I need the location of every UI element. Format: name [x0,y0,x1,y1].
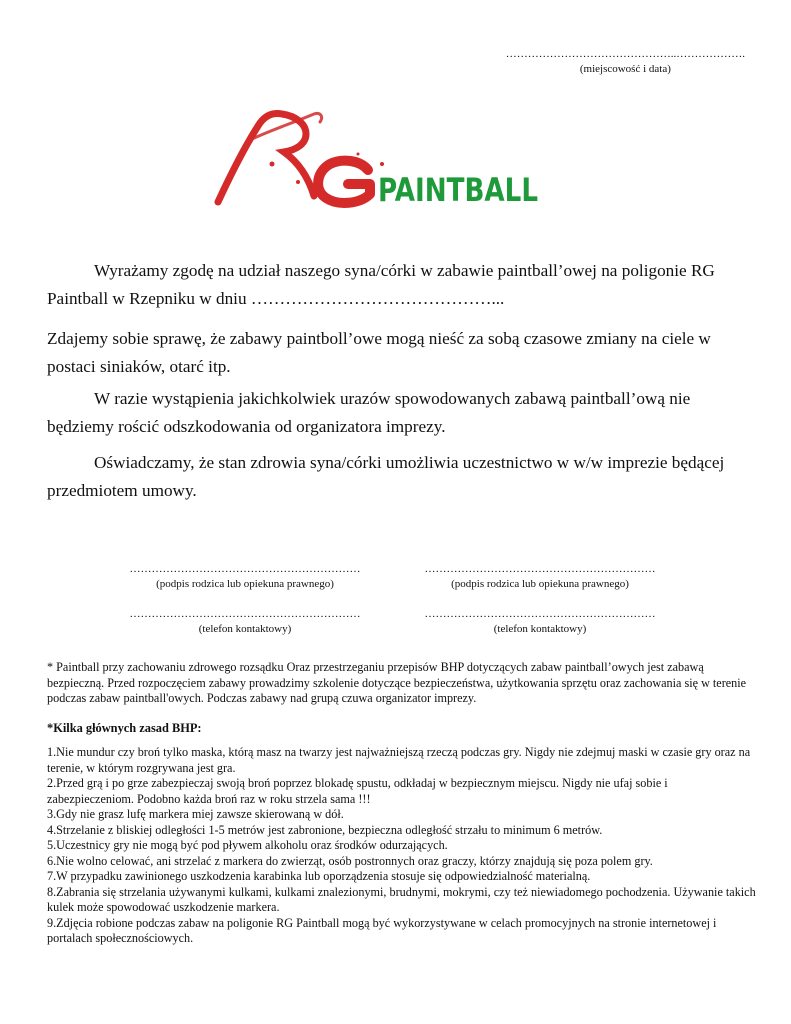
place-date-line: ………………………………………..………………. [505,48,745,60]
rules-heading: *Kilka głównych zasad BHP: [47,721,202,735]
parent-signature-right: ……………………………………………………… (podpis rodzica lub opiekuna prawnego) [400,562,680,592]
rule-item: 1.Nie mundur czy broń tylko maska, którą masz na twarzy jest najważniejszą rzeczą podczas gry. Nigdy nie zdejmuj maski w czasie gry oraz na terenie, w którym rozgrywana jest gra. [47,745,751,775]
rules-list [47,745,757,947]
phone-field-left: ……………………………………………………… (telefon kontaktowy) [105,607,385,637]
phone-label: (telefon kontaktowy) [493,623,587,635]
place-date-field [506,47,745,77]
logo-wordmark: PAINTBALL [378,171,538,209]
rule-item: 7.W przypadku zawinionego uszkodzenia karabinka lub oporządzenia stosuje się odpowiedzialność materialną. [47,869,591,883]
rule-item: 5.Uczestnicy gry nie mogą być pod pływem alkoholu oraz środków odurzających. [47,838,448,852]
place-date-label: (miejscowość i data) [579,63,671,75]
rule-item: 8.Zabrania się strzelania używanymi kulkami, kulkami znalezionymi, brudnymi, mokrymi, czy też niewiadomego pochodzenia. Używanie takich kulek może spowodować uszkodzenie markera. [47,884,756,914]
parent-signature-left: ……………………………………………………… (podpis rodzica lub opiekuna prawnego) [105,562,385,592]
rule-item: 9.Zdjęcia robione podczas zabaw na poligonie RG Paintball mogą być wykorzystywane w celach promocyjnych na stronie internetowej i portalach społecznościowych. [47,915,717,945]
consent-paragraph-1: Wyrażamy zgodę na udział naszego syna/córki w zabawie paintball’owej na poligonie RG Paintball w Rzepniku w dniu ……………………………………... [47,261,715,308]
consent-paragraph-2: Zdajemy sobie sprawę, że zabawy paintboll’owe mogą nieść za sobą czasowe zmiany na ciele w postaci siniaków, otarć itp. [47,329,711,376]
safety-note: * Paintball przy zachowaniu zdrowego rozsądku Oraz przestrzeganiu przepisów BHP dotyczących zabaw paintball’owych jest zabawą bezpieczną. Przed rozpoczęciem zabawy prowadzimy szkolenie dotyczące bezpieczeństwa, użytkowania sprzętu oraz zachowania się w terenie podczas zabaw paintball'owych. Podczas zabawy nad grupą czuwa organizator imprezy. [47,660,747,705]
consent-paragraph-3: W razie wystąpienia jakichkolwiek urazów spowodowanych zabawą paintball’ową nie będziemy rościć odszkodowania od organizatora imprezy. [47,389,691,436]
phone-label: (telefon kontaktowy) [198,623,292,635]
parent-signature-label: (podpis rodzica lub opiekuna prawnego) [156,578,334,590]
parent-signature-label: (podpis rodzica lub opiekuna prawnego) [451,578,629,590]
rg-paintball-logo [210,104,540,214]
rule-item: 3.Gdy nie grasz lufę markera miej zawsze skierowaną w dół. [47,807,344,821]
rule-item: 4.Strzelanie z bliskiej odległości 1-5 metrów jest zabronione, bezpieczna odległość strzału to minimum 6 metrów. [47,822,603,837]
rule-item: 6.Nie wolno celować, ani strzelać z markera do zwierząt, osób postronnych oraz graczy, którzy znajdują się poza polem gry. [47,853,653,868]
consent-paragraph-4: Oświadczamy, że stan zdrowia syna/córki umożliwia uczestnictwo w w/w imprezie będącej przedmiotem umowy. [47,453,725,500]
rule-item: 2.Przed grą i po grze zabezpieczaj swoją broń poprzez blokadę spustu, odkładaj w bezpiecznym miejscu. Nigdy nie ufaj sobie i zabezpieczeniom. Podobno każda broń raz w roku strzela sama !!! [47,776,668,806]
phone-field-right: ……………………………………………………… (telefon kontaktowy) [400,607,680,637]
